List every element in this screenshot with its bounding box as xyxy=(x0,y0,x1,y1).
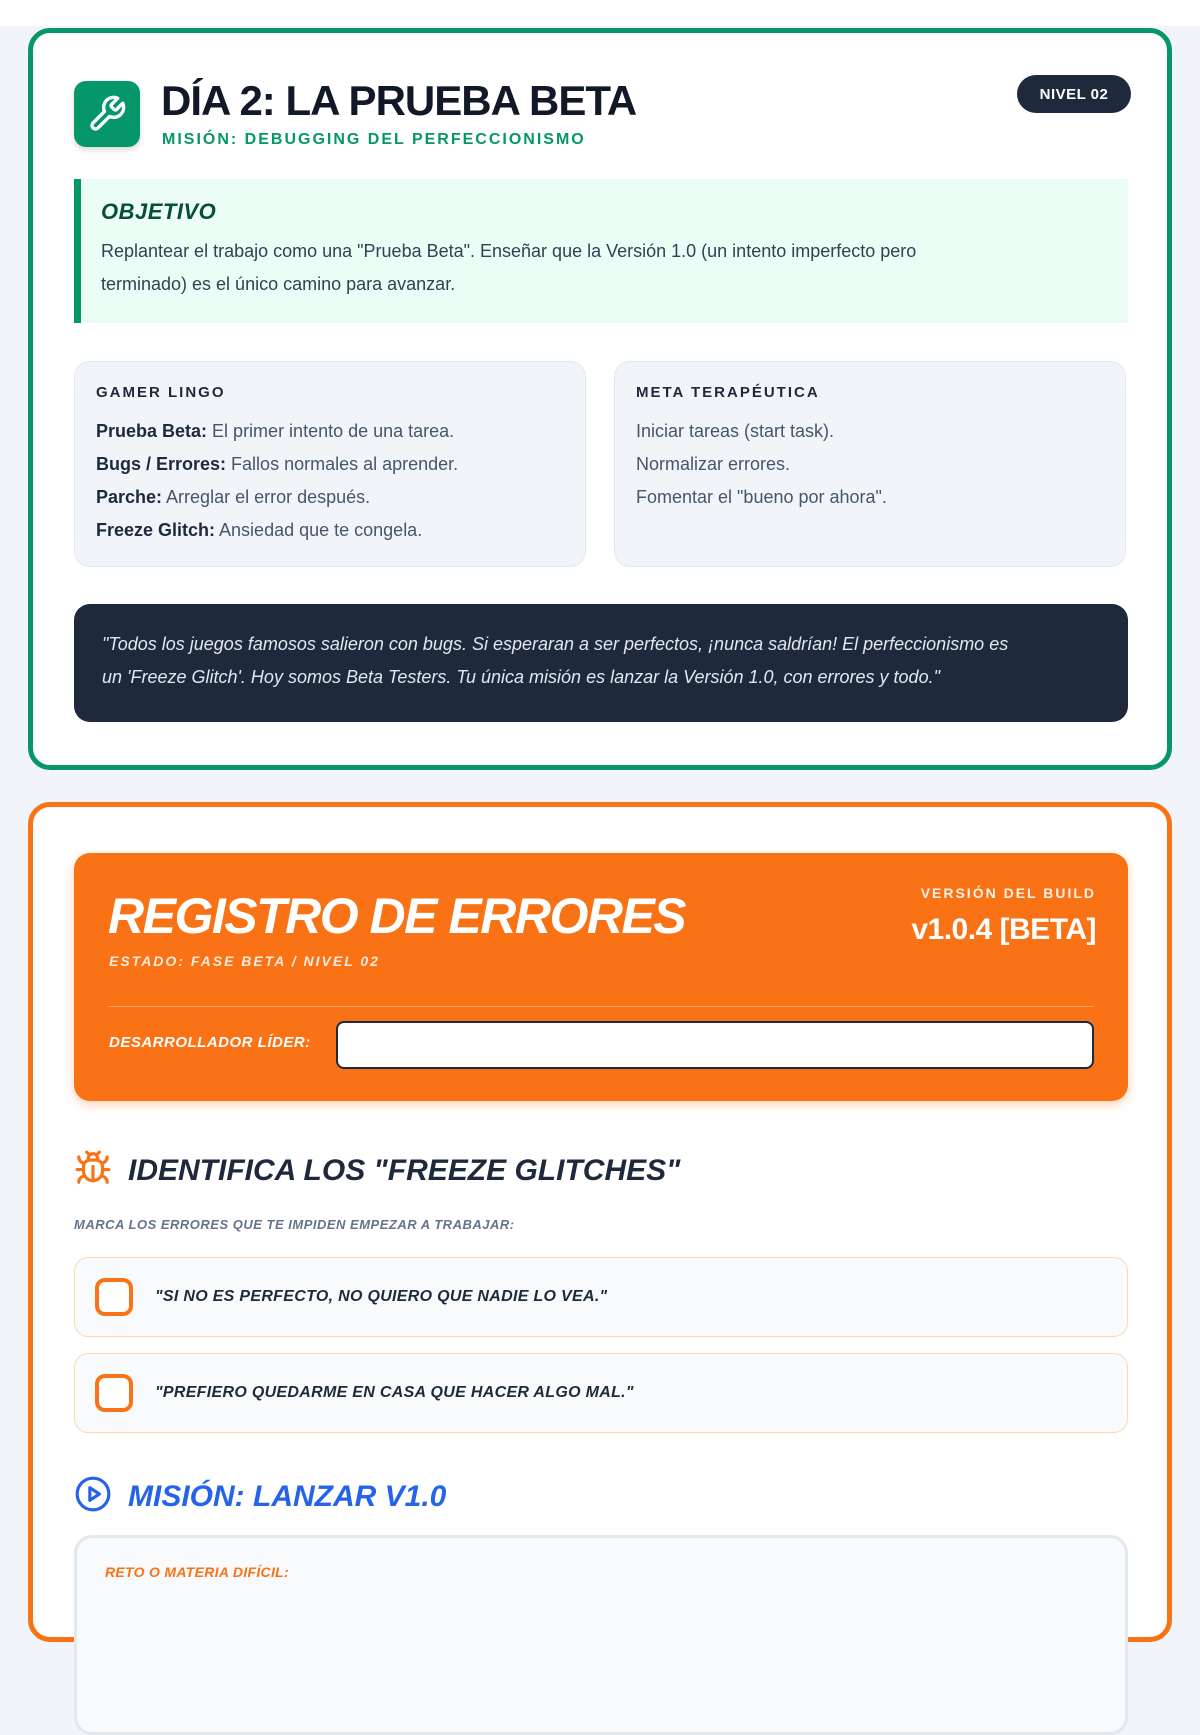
objective-line: terminado) es el único camino para avanzar. xyxy=(101,274,456,294)
lead-developer-label: DESARROLLADOR LÍDER: xyxy=(109,1034,311,1051)
gamer-lingo-heading: GAMER LINGO xyxy=(96,384,226,401)
lingo-item xyxy=(96,514,565,547)
page-title: DÍA 2: LA PRUEBA BETA xyxy=(161,77,637,124)
status-label: ESTADO: FASE BETA / NIVEL 02 xyxy=(109,953,380,969)
objective-heading: OBJETIVO xyxy=(101,199,217,224)
lead-developer-input[interactable] xyxy=(336,1021,1094,1069)
section-title: IDENTIFICA LOS "FREEZE GLITCHES" xyxy=(128,1153,681,1187)
lingo-item xyxy=(96,448,565,481)
lingo-item xyxy=(96,481,565,514)
script-quote xyxy=(74,604,1128,722)
day-briefing-card xyxy=(28,28,1172,770)
quote-line: "Todos los juegos famosos salieron con bugs. Si esperaran a ser perfectos, ¡nunca saldrían! El perfeccionismo es xyxy=(102,634,1009,654)
lingo-definition: Arreglar el error después. xyxy=(162,487,371,507)
glitch-statement: "PREFIERO QUEDARME EN CASA QUE HACER ALGO MAL." xyxy=(155,1384,634,1401)
objective-text xyxy=(101,235,1104,301)
error-log-worksheet xyxy=(28,802,1172,1642)
gamer-lingo-box xyxy=(74,361,586,567)
mission-heading xyxy=(74,1475,446,1518)
quote-line: un 'Freeze Glitch'. Hoy somos Beta Testers. Tu única misión es lanzar la Versión 1.0, con errores y todo." xyxy=(102,667,940,687)
goal-item: Iniciar tareas (start task). xyxy=(636,421,835,441)
challenge-label: RETO O MATERIA DIFÍCIL: xyxy=(105,1564,289,1580)
error-log-banner xyxy=(74,853,1128,1101)
build-version-label: VERSIÓN DEL BUILD xyxy=(920,885,1096,901)
build-version-value: v1.0.4 [BETA] xyxy=(911,913,1096,946)
glitch-instruction: MARCA LOS ERRORES QUE TE IMPIDEN EMPEZAR A TRABAJAR: xyxy=(74,1217,515,1232)
lingo-item xyxy=(96,415,565,448)
challenge-box[interactable] xyxy=(74,1535,1128,1735)
glitch-checklist-item[interactable] xyxy=(74,1257,1128,1337)
lingo-definition: Ansiedad que te congela. xyxy=(215,520,423,540)
level-badge: NIVEL 02 xyxy=(1017,75,1131,113)
objective-line: Replantear el trabajo como una "Prueba Beta". Enseñar que la Versión 1.0 (un intento imperfecto pero xyxy=(101,241,917,261)
section-title: MISIÓN: LANZAR V1.0 xyxy=(128,1479,447,1513)
banner-divider xyxy=(108,1006,1094,1007)
therapeutic-goal-heading: META TERAPÉUTICA xyxy=(636,384,820,401)
lingo-term: Parche: xyxy=(96,487,163,507)
glitch-statement: "SI NO ES PERFECTO, NO QUIERO QUE NADIE LO VEA." xyxy=(155,1288,608,1305)
lingo-term: Freeze Glitch: xyxy=(96,520,216,540)
play-circle-icon xyxy=(74,1475,112,1518)
glitch-checklist-item[interactable] xyxy=(74,1353,1128,1433)
freeze-glitches-heading xyxy=(74,1149,680,1192)
goal-item: Normalizar errores. xyxy=(636,454,791,474)
top-strip xyxy=(0,0,1200,26)
bug-icon xyxy=(74,1149,112,1192)
objective-box xyxy=(74,179,1128,323)
goal-item: Fomentar el "bueno por ahora". xyxy=(636,487,887,507)
mission-subtitle: MISIÓN: DEBUGGING DEL PERFECCIONISMO xyxy=(162,131,586,148)
lingo-term: Bugs / Errores: xyxy=(96,454,227,474)
lingo-term: Prueba Beta: xyxy=(96,421,208,441)
wrench-icon xyxy=(74,81,140,147)
glitch-checkbox[interactable] xyxy=(95,1278,133,1316)
lingo-definition: El primer intento de una tarea. xyxy=(207,421,455,441)
lingo-definition: Fallos normales al aprender. xyxy=(226,454,459,474)
therapeutic-goal-box xyxy=(614,361,1126,567)
error-log-title: REGISTRO DE ERRORES xyxy=(108,888,686,944)
glitch-checkbox[interactable] xyxy=(95,1374,133,1412)
